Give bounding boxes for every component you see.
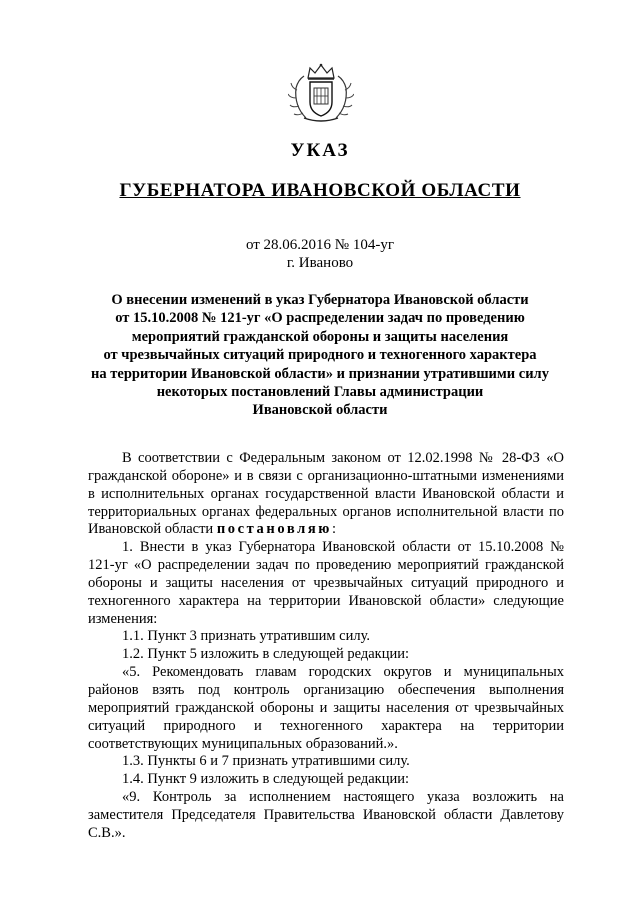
coat-of-arms-icon <box>288 62 354 126</box>
heading-line: некоторых постановлений Главы администрации <box>156 384 484 401</box>
date-and-number: от 28.06.2016 № 104-уг <box>245 237 395 253</box>
heading-line: О внесении изменений в указ Губернатора Ивановской области <box>111 292 529 308</box>
body-paragraph: 1.2. Пункт 5 изложить в следующей редакции: <box>122 646 410 663</box>
document-meta <box>0 236 640 272</box>
document-body <box>88 450 564 843</box>
body-paragraph: 1.3. Пункты 6 и 7 признать утратившими силу. <box>122 753 410 770</box>
heading-line: на территории Ивановской области» и признании утратившими силу <box>91 365 549 382</box>
document-heading <box>80 291 560 420</box>
heading-line: от чрезвычайных ситуаций природного и техногенного характера <box>103 347 537 364</box>
body-paragraph: 1.1. Пункт 3 признать утратившим силу. <box>122 628 371 645</box>
city: г. Иваново <box>286 255 354 271</box>
body-paragraph: «9. Контроль за исполнением настоящего указа возложить на заместителя Председателя Правительства Ивановской области Давлетову С.В.». <box>88 789 564 841</box>
intro-end: : <box>331 521 336 538</box>
document-type-title: УКАЗ <box>290 140 350 161</box>
body-paragraph: «5. Рекомендовать главам городских округов и муниципальных районов взять под контроль организацию обеспечения выполнения мероприятий гражданской обороны и защиты населения от чрезвычайных ситуаций природного и техногенного характера на территории соответствующих муниципальных образований.». <box>88 664 564 752</box>
heading-line: мероприятий гражданской обороны и защиты населения <box>131 328 509 345</box>
body-paragraph: 1. Внести в указ Губернатора Ивановской области от 15.10.2008 № 121-уг «О распределении задач по проведению мероприятий гражданской обороны и защиты населения от чрезвычайных ситуаций природного и техногенного характера на территории Ивановской области» следующие изменения: <box>88 539 564 627</box>
intro-paragraph <box>88 450 564 539</box>
heading-line: от 15.10.2008 № 121-уг «О распределении задач по проведению <box>115 310 525 327</box>
intro-text: В соответствии с Федеральным законом от 12.02.1998 № 28-ФЗ «О гражданской обороне» и в связи с организационно-штатными изменениями в исполнительных органах государственной власти Ивановской области и территориальных органах федеральных органов исполнительной власти по Ивановской области <box>88 450 564 538</box>
decree-verb: постановляю <box>216 521 332 538</box>
heading-line: Ивановской области <box>252 402 388 419</box>
body-paragraph: 1.4. Пункт 9 изложить в следующей редакции: <box>122 771 410 788</box>
issuing-authority-title: ГУБЕРНАТОРА ИВАНОВСКОЙ ОБЛАСТИ <box>119 180 521 201</box>
